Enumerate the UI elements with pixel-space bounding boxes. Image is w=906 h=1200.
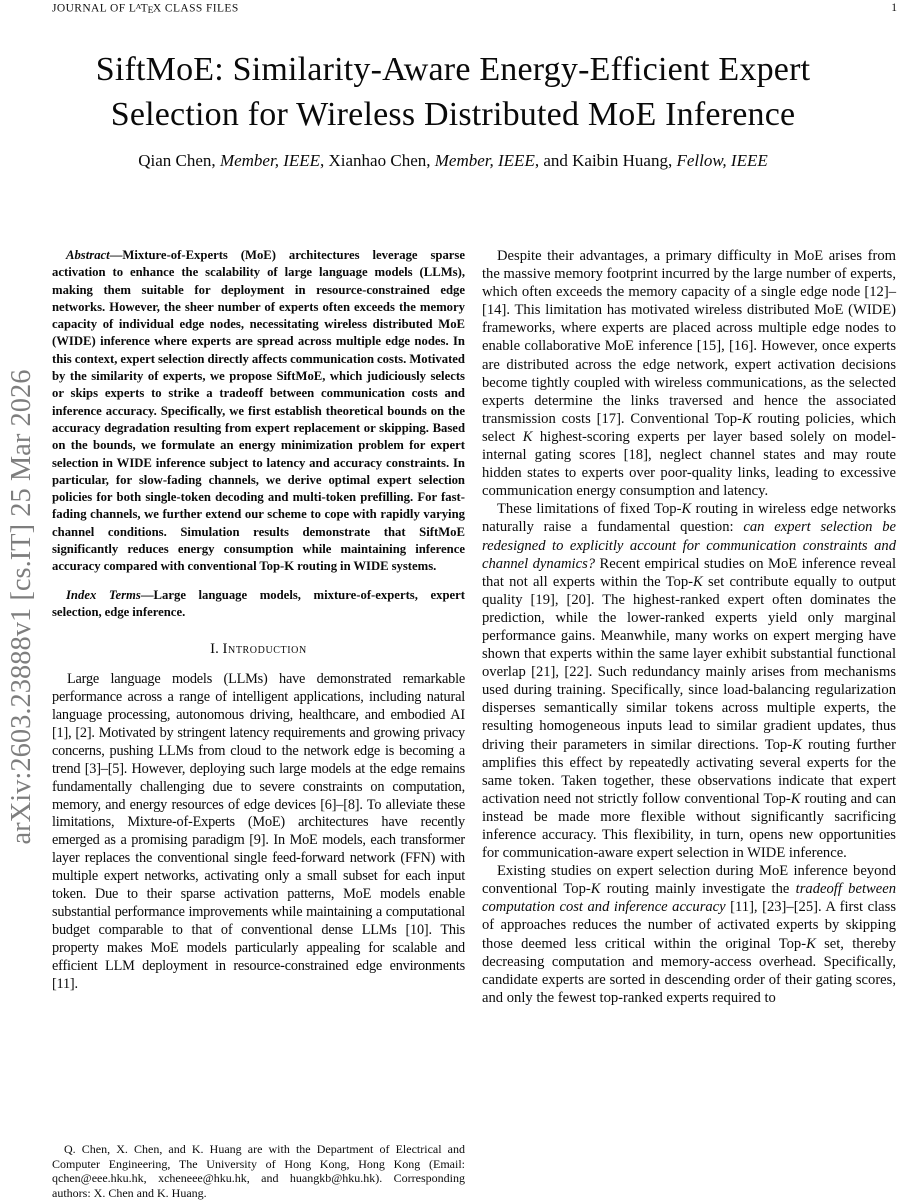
arxiv-watermark: arXiv:2603.23888v1 [cs.IT] 25 Mar 2026 <box>6 369 37 845</box>
author-line: Qian Chen, Member, IEEE, Xianhao Chen, Member, IEEE, and Kaibin Huang, Fellow, IEEE <box>138 151 768 170</box>
journal-header-text-tail: X CLASS FILES <box>152 2 239 15</box>
index-terms <box>52 587 465 622</box>
section-number: I. <box>210 641 219 658</box>
right-column <box>482 247 896 1007</box>
abstract-lead: Abstract <box>66 248 110 262</box>
abstract-body: —Mixture-of-Experts (MoE) architectures leverage sparse activation to enhance the scalability of large language models (LLMs), making them suitable for deployment in resource-constrained edge networks. However, the sheer number of experts often exceeds the memory capacity of individual edge nodes, necessitating wireless distributed MoE (WIDE) inference where experts are spread across multiple edge nodes. In this context, expert selection directly affects communication costs. Motivated by the similarity of experts, we propose SiftMoE, which judiciously selects or skips experts to strike a tradeoff between communication costs and inference accuracy. Specifically, we first establish theoretical bounds on the accuracy degradation resulting from expert replacement or skipping. Based on the bounds, we formulate an energy minimization problem for expert selection in WIDE inference subject to latency and accuracy constraints. In particular, for slow-fading channels, we derive optimal expert selection policies for both single-token decoding and multi-token prefilling. For fast-fading channels, we further extend our scheme to cope with rapidly varying channel conditions. Simulation results demonstrate that SiftMoE significantly reduces energy consumption while maintaining inference accuracy compared with conventional Top-K routing in WIDE systems. <box>52 248 465 574</box>
intro-paragraph-1: Large language models (LLMs) have demonstrated remarkable performance across a range of intelligent applications, including natural language processing, autonomous driving, healthcare, and embodied AI [1], [2]. Motivated by stringent latency requirements and growing privacy concerns, pushing LLMs from cloud to the network edge is becoming a trend [3]–[5]. However, deploying such large models at the edge remains fundamentally challenging due to severe constraints on computation, memory, and energy resources of edge devices [6]–[8]. To alleviate these limitations, Mixture-of-Experts (MoE) architectures have recently emerged as a promising paradigm [9]. In MoE models, each transformer layer replaces the conventional single feed-forward network (FFN) with multiple expert networks, activating only a small subset for each input token. Due to their sparse activation patterns, MoE models enable substantial performance improvements while maintaining a computational budget comparable to that of conventional dense LLMs [10]. This property makes MoE models particularly appealing for scalable and efficient LLM deployment in resource-constrained edge environments [11]. <box>52 671 465 992</box>
author-footnote: Q. Chen, X. Chen, and K. Huang are with the Department of Electrical and Computer Engineering, The University of Hong Kong, Hong Kong (Email: qchen@eee.hku.hk, xcheneee@hku.hk, and huangkb@hku.hk). Corresponding authors: X. Chen and K. Huang. <box>52 1136 465 1200</box>
latex-logo-sup-a: A <box>135 2 142 11</box>
paper-title-line-1: SiftMoE: Similarity-Aware Energy-Efficient Expert <box>95 51 811 88</box>
paper-title <box>0 47 906 137</box>
index-terms-lead: Index Terms <box>66 587 141 602</box>
latex-logo-t: T <box>140 2 149 15</box>
paper-title-line-2: Selection for Wireless Distributed MoE Inference <box>110 96 796 133</box>
right-paragraph-1: Despite their advantages, a primary difficulty in MoE arises from the massive memory footprint incurred by the large number of experts, which often exceeds the memory capacity of a single edge node [12]–[14]. This limitation has motivated wireless distributed MoE (WIDE) frameworks, where experts are placed across multiple edge nodes to enable collaborative MoE inference [15], [16]. However, once experts are distributed across the edge network, expert activation decisions become tightly coupled with wireless communications, as the selected experts determine the links traversed and hence the associated transmission costs [17]. Conventional Top-K routing policies, which select K highest-scoring experts per layer based solely on model-internal gating scores [18], neglect channel states and may route hidden states to experts over poor-quality links, leading to excessive communication energy consumption and latency. <box>482 248 896 500</box>
right-paragraph-2: These limitations of fixed Top-K routing in wireless edge networks naturally raise a fundamental question: can expert selection be redesigned to explicitly account for communication constraints and channel dynamics? Recent empirical studies on MoE inference reveal that not all experts within the Top-K set contribute equally to output quality [19], [20]. The highest-ranked expert often dominates the prediction, while the lower-ranked experts yield only marginal performance gains. Meanwhile, many works on expert merging have shown that experts within the same layer exhibit substantial functional overlap [21], [22]. Such redundancy mainly arises from mechanisms used during training. Specifically, since load-balancing regularization disperses semantically similar tokens across multiple experts, the resulting homogeneous inputs lead to similar gradient updates, thus driving their parameters in similar directions. Top-K routing further amplifies this effect by repeatedly activating several experts for the same token. Taken together, these observations indicate that expert activation need not strictly follow conventional Top-K routing and can instead be made more flexible without significantly sacrificing inference accuracy. This flexibility, in turn, opens new opportunities for communication-aware expert selection in WIDE inference. <box>482 501 897 862</box>
journal-header <box>52 2 239 16</box>
section-title: Introduction <box>222 641 307 658</box>
right-paragraph-3: Existing studies on expert selection during MoE inference beyond conventional Top-K routing mainly investigate the tradeoff between computation cost and inference accuracy [11], [23]–[25]. A first class of approaches reduces the number of activated experts by skipping those deemed less critical within the original Top-K set, thereby decreasing computation and memory-access overhead. Specifically, candidate experts are sorted in descending order of their gating scores, and only the fewest top-ranked experts required to <box>482 863 896 1006</box>
journal-header-text: JOURNAL OF L <box>52 2 137 15</box>
latex-logo-sub-e: E <box>147 6 154 17</box>
abstract <box>52 247 465 576</box>
index-terms-body: —Large language models, mixture-of-experts, expert selection, edge inference. <box>52 587 465 619</box>
left-column <box>52 247 465 1200</box>
page-number: 1 <box>891 2 897 14</box>
section-heading-introduction <box>52 641 465 658</box>
